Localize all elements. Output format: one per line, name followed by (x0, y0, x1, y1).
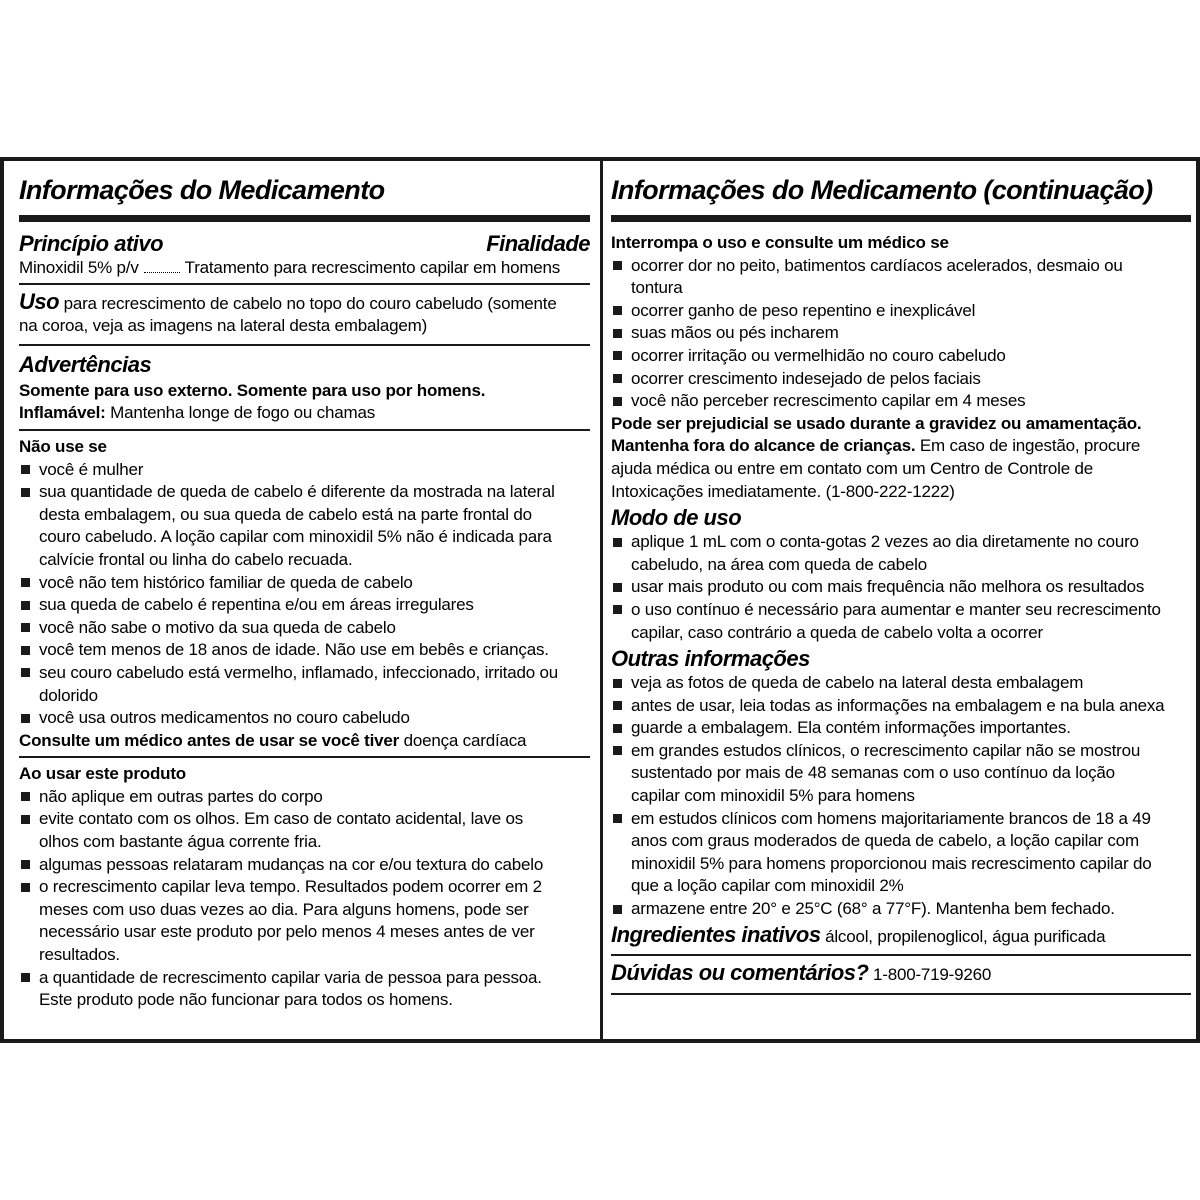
list-item (611, 300, 1191, 323)
list-item (19, 639, 590, 662)
list-item-line: ocorrer crescimento indesejado de pelos faciais (631, 368, 981, 388)
list-item (19, 808, 590, 853)
list-item-line: você não sabe o motivo da sua queda de cabelo (39, 617, 396, 637)
criancas-text: Em caso de ingestão, procure (915, 436, 1141, 456)
list-item (611, 740, 1191, 808)
list-item-line: anos com graus moderados de queda de cabelo, a loção capilar com (631, 831, 1139, 851)
gravidez-warning: Pode ser prejudicial se usado durante a gravidez ou amamentação. (611, 413, 1142, 433)
list-item-line: usar mais produto ou com mais frequência não melhora os resultados (631, 577, 1145, 597)
criancas-label: Mantenha fora do alcance de crianças. (611, 436, 916, 456)
list-item (19, 481, 590, 571)
list-item (19, 617, 590, 640)
list-item-line: guarde a embalagem. Ela contém informações importantes. (631, 718, 1071, 738)
rule (19, 283, 590, 285)
finalidade-label: Finalidade (486, 231, 590, 256)
list-item-line: sustentado por mais de 48 semanas com o uso contínuo da loção (631, 763, 1115, 783)
list-item-line: armazene entre 20° e 25°C (68° a 77°F). Mantenha bem fechado. (631, 899, 1115, 919)
nao-use-label: Não use se (19, 436, 107, 456)
list-item-line: você usa outros medicamentos no couro cabeludo (39, 708, 410, 728)
list-item-line: Este produto pode não funcionar para todos os homens. (39, 990, 453, 1010)
inativos-label: Ingredientes inativos (611, 921, 821, 947)
interrompa-section (611, 232, 1191, 503)
list-item-line: desta embalagem, ou sua queda de cabelo está na parte frontal do (39, 504, 532, 524)
right-title: Informações do Medicamento (continuação) (611, 175, 1153, 205)
list-item-line: suas mãos ou pés incharem (631, 323, 839, 343)
list-item (19, 786, 590, 809)
list-item-line: sua queda de cabelo é repentina e/ou em áreas irregulares (39, 595, 474, 615)
list-item-line: ocorrer ganho de peso repentino e inexplicável (631, 300, 976, 320)
list-item-line: resultados. (39, 945, 120, 965)
list-item-line: não aplique em outras partes do corpo (39, 786, 323, 806)
list-item-line: capilar com minoxidil 5% para homens (631, 786, 915, 806)
left-column (19, 161, 590, 1012)
list-item (19, 594, 590, 617)
list-item (611, 345, 1191, 368)
list-item (611, 576, 1191, 599)
active-ingredient-row (19, 257, 590, 280)
list-item-line: você tem menos de 18 anos de idade. Não use em bebês e crianças. (39, 640, 549, 660)
list-item-line: você não tem histórico familiar de queda de cabelo (39, 572, 413, 592)
duvidas-label: Dúvidas ou comentários? (611, 960, 869, 986)
list-item-line: minoxidil 5% para homens proporcionou mais recrescimento capilar do (631, 853, 1152, 873)
list-item-line: evite contato com os olhos. Em caso de contato acidental, lave os (39, 809, 524, 829)
list-item-line: veja as fotos de queda de cabelo na lateral desta embalagem (631, 673, 1084, 693)
ao-usar-label: Ao usar este produto (19, 764, 186, 784)
list-item-line: em grandes estudos clínicos, o recrescimento capilar não se mostrou (631, 740, 1141, 760)
rule (19, 756, 590, 758)
interrompa-list (611, 255, 1191, 413)
principio-ativo-label: Princípio ativo (19, 231, 164, 256)
list-item-line: aplique 1 mL com o conta-gotas 2 vezes ao dia diretamente no couro (631, 532, 1139, 552)
uso-section (19, 288, 590, 338)
list-item-line: dolorido (39, 685, 98, 705)
list-item-line: sua quantidade de queda de cabelo é diferente da mostrada na lateral (39, 482, 555, 502)
title-rule (611, 215, 1191, 222)
list-item (19, 876, 590, 966)
warning-line: Somente para uso externo. Somente para uso por homens. (19, 380, 486, 400)
list-item-line: o uso contínuo é necessário para aumentar e manter seu recrescimento (631, 599, 1161, 619)
rule (611, 954, 1191, 956)
list-item-line: algumas pessoas relataram mudanças na cor e/ou textura do cabelo (39, 854, 544, 874)
ingredient-name: Minoxidil 5% p/v (19, 258, 139, 277)
list-item-line: olhos com bastante água corrente fria. (39, 832, 322, 852)
ao-usar-list (19, 786, 590, 1012)
inativos-text: álcool, propilenoglicol, água purificada (820, 926, 1106, 946)
uso-text-2: na coroa, veja as imagens na lateral desta embalagem) (19, 316, 428, 336)
right-column (611, 161, 1191, 995)
column-divider (600, 161, 603, 1039)
advertencias-label: Advertências (19, 351, 152, 377)
nao-use-section (19, 436, 590, 752)
outras-section (611, 646, 1191, 921)
list-item-line: seu couro cabeludo está vermelho, inflamado, infeccionado, irritado ou (39, 662, 558, 682)
list-item (19, 572, 590, 595)
left-title: Informações do Medicamento (19, 175, 385, 205)
list-item (611, 717, 1191, 740)
list-item-line: que a loção capilar com minoxidil 2% (631, 876, 904, 896)
list-item-line: necessário usar este produto por pelo menos 4 meses antes de ver (39, 922, 535, 942)
outras-label: Outras informações (611, 646, 810, 672)
advertencias-section (19, 352, 590, 425)
outras-list (611, 672, 1191, 921)
list-item (611, 390, 1191, 413)
list-item (19, 707, 590, 730)
interrompa-label: Interrompa o uso e consulte um médico se (611, 233, 949, 252)
list-item (19, 459, 590, 482)
inflamavel-label: Inflamável: (19, 403, 106, 423)
nao-use-list (19, 459, 590, 730)
modo-list (611, 531, 1191, 644)
drug-facts-panel (0, 157, 1200, 1043)
list-item (611, 695, 1191, 718)
consulte-label: Consulte um médico antes de usar se você tiver (19, 730, 400, 750)
criancas-text-3: Intoxicações imediatamente. (1-800-222-1222) (611, 481, 955, 501)
modo-label: Modo de uso (611, 505, 742, 531)
list-item (611, 322, 1191, 345)
title-rule (19, 215, 590, 222)
list-item (611, 531, 1191, 576)
duvidas-phone: 1-800-719-9260 (868, 965, 992, 985)
leader-dots (144, 258, 180, 273)
list-item (19, 662, 590, 707)
list-item-line: antes de usar, leia todas as informações na embalagem e na bula anexa (631, 695, 1165, 715)
modo-section (611, 505, 1191, 644)
list-item (611, 255, 1191, 300)
list-item-line: ocorrer irritação ou vermelhidão no couro cabeludo (631, 345, 1006, 365)
list-item-line: o recrescimento capilar leva tempo. Resultados podem ocorrer em 2 (39, 877, 542, 897)
list-item-line: você é mulher (39, 459, 144, 479)
rule (611, 993, 1191, 995)
list-item-line: calvície frontal ou linha do cabelo recuada. (39, 549, 353, 569)
list-item-line: ocorrer dor no peito, batimentos cardíacos acelerados, desmaio ou (631, 255, 1123, 275)
inflamavel-text: Mantenha longe de fogo ou chamas (105, 403, 376, 423)
list-item-line: tontura (631, 278, 683, 298)
list-item (611, 599, 1191, 644)
list-item (19, 967, 590, 1012)
criancas-text-2: ajuda médica ou entre em contato com um Centro de Controle de (611, 458, 1094, 478)
list-item-line: a quantidade de recrescimento capilar varia de pessoa para pessoa. (39, 967, 542, 987)
list-item-line: você não perceber recrescimento capilar em 4 meses (631, 391, 1026, 411)
list-item-line: em estudos clínicos com homens majoritariamente brancos de 18 a 49 (631, 808, 1151, 828)
list-item-line: capilar, caso contrário a queda de cabelo volta a ocorrer (631, 622, 1043, 642)
list-item-line: couro cabeludo. A loção capilar com minoxidil 5% não é indicada para (39, 527, 552, 547)
list-item (611, 368, 1191, 391)
ingredient-purpose: Tratamento para recrescimento capilar em homens (184, 258, 561, 277)
active-ingredient-header (19, 231, 590, 257)
consulte-text: doença cardíaca (399, 730, 527, 750)
list-item (611, 808, 1191, 898)
ao-usar-section (19, 763, 590, 1012)
list-item-line: meses com uso duas vezes ao dia. Para alguns homens, pode ser (39, 899, 529, 919)
inativos-section (611, 921, 1191, 949)
rule (19, 344, 590, 346)
list-item (611, 898, 1191, 921)
rule (19, 429, 590, 431)
list-item (611, 672, 1191, 695)
uso-text: para recrescimento de cabelo no topo do couro cabeludo (somente (59, 293, 557, 313)
duvidas-section (611, 962, 1191, 987)
uso-label: Uso (19, 288, 60, 314)
list-item-line: cabeludo, na área com queda de cabelo (631, 554, 927, 574)
list-item (19, 854, 590, 877)
